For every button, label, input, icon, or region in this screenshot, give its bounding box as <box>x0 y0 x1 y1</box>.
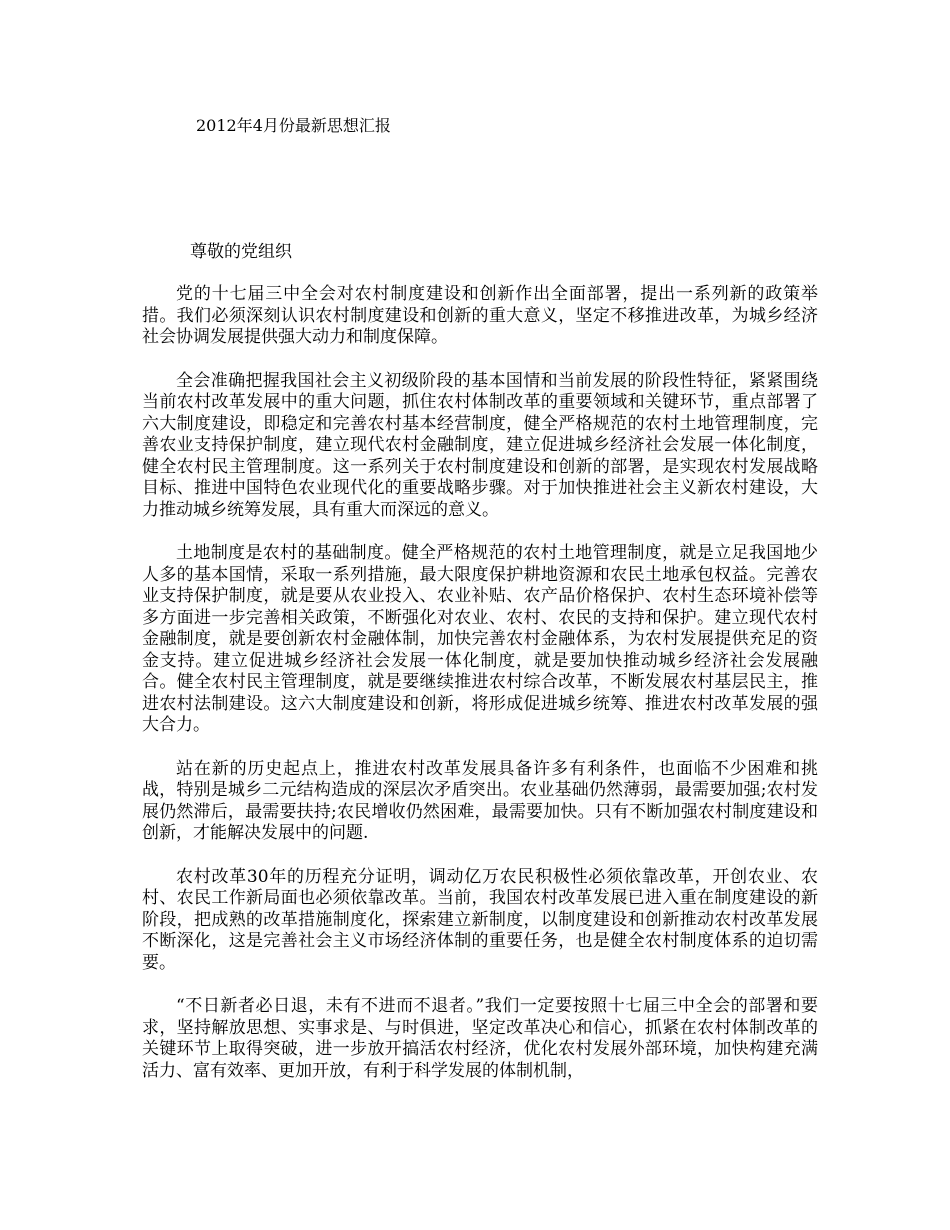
paragraph-4: 站在新的历史起点上，推进农村改革发展具备许多有利条件，也面临不少困难和挑战，特别是城乡二元结构造成的深层次矛盾突出。农业基础仍然薄弱，最需要加强;农村发展仍然滞后，最需要扶持;农民增收仍然困难，最需要加快。只有不断加强农村制度建设和创新，才能解决发展中的问题. <box>142 758 818 843</box>
document-body <box>142 284 818 1104</box>
paragraph-3: 土地制度是农村的基础制度。健全严格规范的农村土地管理制度，就是立足我国地少人多的基本国情，采取一系列措施，最大限度保护耕地资源和农民土地承包权益。完善农业支持保护制度，就是要从农业投入、农业补贴、农产品价格保护、农村生态环境补偿等多方面进一步完善相关政策，不断强化对农业、农村、农民的支持和保护。建立现代农村金融制度，就是要创新农村金融体制，加快完善农村金融体系，为农村发展提供充足的资金支持。建立促进城乡经济社会发展一体化制度，就是要加快推动城乡经济社会发展融合。健全农村民主管理制度，就是要继续推进农村综合改革，不断发展农村基层民主，推进农村法制建设。这六大制度建设和创新，将形成促进城乡统筹、推进农村改革发展的强大合力。 <box>142 543 818 735</box>
salutation: 尊敬的党组织 <box>190 242 292 262</box>
document-title: 2012年4月份最新思想汇报 <box>196 116 391 135</box>
paragraph-5: 农村改革30年的历程充分证明，调动亿万农民积极性必须依靠改革，开创农业、农村、农民工作新局面也必须依靠改革。当前，我国农村改革发展已进入重在制度建设的新阶段，把成熟的改革措施制度化，探索建立新制度，以制度建设和创新推动农村改革发展不断深化，这是完善社会主义市场经济体制的重要任务，也是健全农村制度体系的迫切需要。 <box>142 866 818 973</box>
paragraph-6: “不日新者必日退，未有不进而不退者。”我们一定要按照十七届三中全会的部署和要求，坚持解放思想、实事求是、与时俱进，坚定改革决心和信心，抓紧在农村体制改革的关键环节上取得突破，进一步放开搞活农村经济，优化农村发展外部环境，加快构建充满活力、富有效率、更加开放，有利于科学发展的体制机制， <box>142 996 818 1081</box>
paragraph-2: 全会准确把握我国社会主义初级阶段的基本国情和当前发展的阶段性特征，紧紧围绕当前农村改革发展中的重大问题，抓住农村体制改革的重要领域和关键环节，重点部署了六大制度建设，即稳定和完善农村基本经营制度，健全严格规范的农村土地管理制度，完善农业支持保护制度，建立现代农村金融制度，建立促进城乡经济社会发展一体化制度，健全农村民主管理制度。这一系列关于农村制度建设和创新的部署，是实现农村发展战略目标、推进中国特色农业现代化的重要战略步骤。对于加快推进社会主义新农村建设，大力推动城乡统筹发展，具有重大而深远的意义。 <box>142 370 818 520</box>
paragraph-1: 党的十七届三中全会对农村制度建设和创新作出全面部署，提出一系列新的政策举措。我们必须深刻认识农村制度建设和创新的重大意义，坚定不移推进改革，为城乡经济社会协调发展提供强大动力和制度保障。 <box>142 284 818 347</box>
